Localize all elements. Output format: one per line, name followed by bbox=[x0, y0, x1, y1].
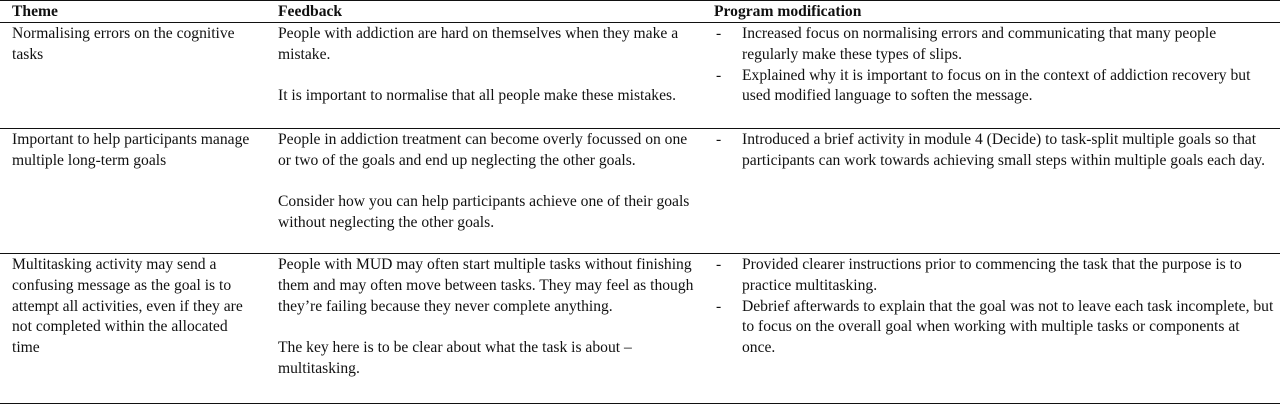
modification-item bbox=[716, 24, 1274, 66]
bullet-dash: - bbox=[716, 131, 722, 148]
feedback-paragraph: The key here is to be clear about what the task is about – multitasking. bbox=[278, 339, 632, 377]
theme-cell: Normalising errors on the cognitive tasks bbox=[12, 25, 235, 63]
feedback-paragraph: Consider how you can help participants achieve one of their goals without neglecting the other goals. bbox=[278, 193, 690, 232]
modification-cell bbox=[702, 254, 1280, 404]
feedback-cell bbox=[266, 23, 702, 129]
modification-list bbox=[716, 255, 1274, 359]
feedback-cell bbox=[266, 129, 702, 254]
modification-list bbox=[716, 130, 1274, 172]
header-row bbox=[0, 1, 1280, 23]
modification-text: Introduced a brief activity in module 4 (Decide) to task-split multiple goals so that participants can work towards achieving small steps within multiple goals each day. bbox=[742, 131, 1265, 169]
feedback-paragraph: People with MUD may often start multiple tasks without finishing them and may often move between tasks. They may feel as though they’re failing because they never complete anything. bbox=[278, 256, 694, 315]
modification-cell bbox=[702, 129, 1280, 254]
feedback-paragraph: It is important to normalise that all people make these mistakes. bbox=[278, 87, 676, 105]
feedback-paragraph: People with addiction are hard on themselves when they make a mistake. bbox=[278, 25, 679, 63]
feedback-paragraph: People in addiction treatment can become overly focussed on one or two of the goals and end up neglecting the other goals. bbox=[278, 131, 688, 169]
modification-item bbox=[716, 297, 1274, 359]
modification-cell bbox=[702, 23, 1280, 129]
bullet-dash: - bbox=[716, 297, 722, 315]
theme-cell: Important to help participants manage multiple long-term goals bbox=[12, 131, 250, 169]
modification-text: Provided clearer instructions prior to commencing the task that the purpose is to practice multitasking. bbox=[742, 256, 1242, 294]
feedback-cell bbox=[266, 254, 702, 404]
table-body bbox=[0, 23, 1280, 404]
modification-item bbox=[716, 255, 1274, 297]
modification-item bbox=[716, 66, 1274, 108]
bullet-dash: - bbox=[716, 25, 722, 42]
table-header bbox=[0, 1, 1280, 23]
header-program-modification: Program modification bbox=[702, 1, 1280, 23]
header-feedback: Feedback bbox=[266, 1, 702, 23]
bullet-dash: - bbox=[716, 66, 722, 84]
table-row bbox=[0, 23, 1280, 129]
modification-text: Debrief afterwards to explain that the goal was not to leave each task incomplete, but to focus on the overall goal when working with multiple tasks or components at once. bbox=[742, 297, 1274, 357]
table-row bbox=[0, 129, 1280, 254]
modification-list bbox=[716, 24, 1274, 107]
bullet-dash: - bbox=[716, 256, 722, 273]
modification-text: Increased focus on normalising errors and communicating that many people regularly make these types of slips. bbox=[742, 25, 1217, 63]
header-theme: Theme bbox=[0, 1, 266, 23]
theme-cell: Multitasking activity may send a confusing message as the goal is to attempt all activities, even if they are not completed within the allocated time bbox=[12, 256, 243, 357]
table-row bbox=[0, 254, 1280, 404]
modification-item bbox=[716, 130, 1274, 172]
modification-text: Explained why it is important to focus on in the context of addiction recovery but used modified language to soften the message. bbox=[742, 66, 1251, 105]
